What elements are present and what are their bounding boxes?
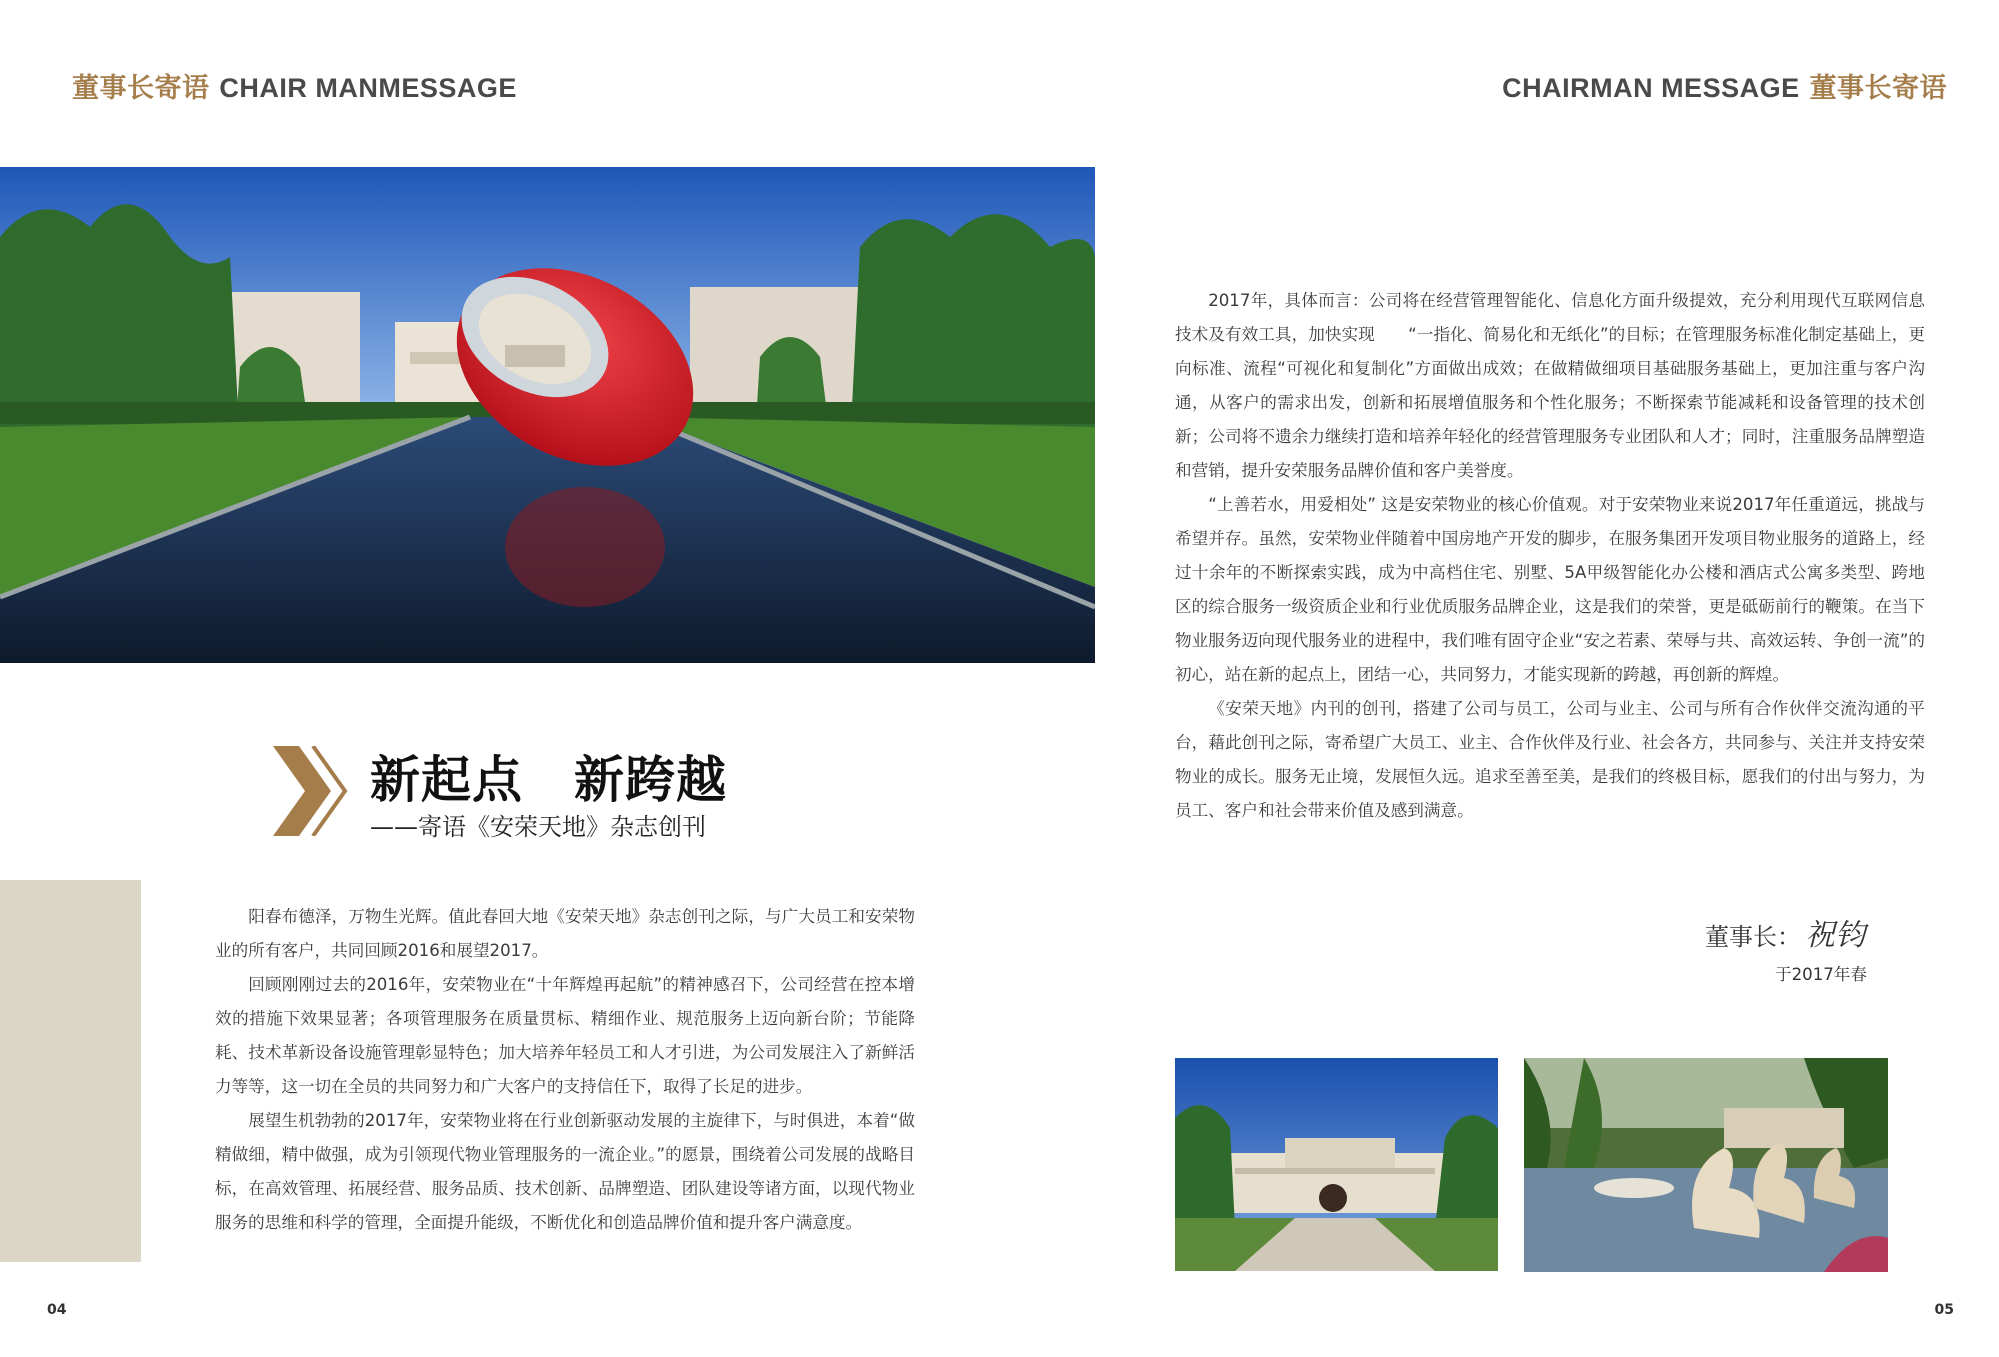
decorative-beige-block — [0, 880, 141, 1262]
page-number-left: 04 — [47, 1302, 67, 1318]
signature-date: 于2017年春 — [1774, 965, 1867, 984]
right-page-header — [1502, 66, 1947, 105]
main-sculpture-photo — [0, 167, 1095, 663]
signature-name: 祝钧 — [1805, 918, 1865, 953]
page-number-right: 05 — [1934, 1302, 1954, 1318]
header-right-en: CHAIRMAN MESSAGE — [1502, 73, 1800, 103]
header-left-cn: 董事长寄语 — [72, 73, 210, 104]
left-page-header — [72, 66, 517, 105]
paragraph: 展望生机勃勃的2017年，安荣物业将在行业创新驱动发展的主旋律下，与时俱进，本着“做精做细，精中做强，成为引领现代物业管理服务的一流企业。”的愿景，围绕着公司发展的战略目标，在高效管理、拓展经营、服务品质、技术创新、品牌塑造、团队建设等诸方面，以现代物业服务的思维和科学的管理，全面提升能级，不断优化和创造品牌价值和提升客户满意度。 — [215, 1111, 915, 1232]
header-right-cn: 董事长寄语 — [1809, 73, 1947, 104]
paragraph: “上善若水，用爱相处” 这是安荣物业的核心价值观。对于安荣物业来说2017年任重道远，挑战与希望并存。虽然，安荣物业伴随着中国房地产开发的脚步，在服务集团开发项目物业服务的道路上，经过十余年的不断探索实践，成为中高档住宅、别墅、5A甲级智能化办公楼和酒店式公寓多类型、跨地区的综合服务一级资质企业和行业优质服务品牌企业，这是我们的荣誉，更是砥砺前行的鞭策。在当下物业服务迈向现代服务业的进程中，我们唯有固守企业“安之若素、荣辱与共、高效运转、争创一流”的初心，站在新的起点上，团结一心，共同努力，才能实现新的跨越，再创新的辉煌。 — [1175, 495, 1925, 684]
article-subtitle: ——寄语《安荣天地》杂志创刊 — [370, 813, 706, 841]
paragraph: 2017年，具体而言：公司将在经营管理智能化、信息化方面升级提效，充分利用现代互联网信息技术及有效工具，加快实现 “一指化、简易化和无纸化”的目标；在管理服务标准化制定基础上，更向标准、流程“可视化和复制化”方面做出成效；在做精做细项目基础服务基础上，更加注重与客户沟通，从客户的需求出发，创新和拓展增值服务和个性化服务；不断探索节能减耗和设备管理的技术创新；公司将不遗余力继续打造和培养年轻化的经营管理服务专业团队和人才；同时，注重服务品牌塑造和营销，提升安荣服务品牌价值和客户美誉度。 — [1175, 291, 1925, 480]
paragraph: 回顾刚刚过去的2016年，安荣物业在“十年辉煌再起航”的精神感召下，公司经营在控本增效的措施下效果显著；各项管理服务在质量贯标、精细作业、规范服务上迈向新台阶；节能降耗、技术革新设备设施管理彰显特色；加大培养年轻员工和人才引进，为公司发展注入了新鲜活力等等，这一切在全员的共同努力和广大客户的支持信任下，取得了长足的进步。 — [215, 975, 915, 1096]
swan-fountain-photo — [1524, 1058, 1888, 1272]
paragraph: 阳春布德泽，万物生光辉。值此春回大地《安荣天地》杂志创刊之际，与广大员工和安荣物业的所有客户，共同回顾2016和展望2017。 — [215, 907, 915, 960]
article-title: 新起点 新跨越 — [370, 750, 727, 809]
paragraph: 《安荣天地》内刊的创刊，搭建了公司与员工，公司与业主、公司与所有合作伙伴交流沟通的平台，藉此创刊之际，寄希望广大员工、业主、合作伙伴及行业、社会各方，共同参与、关注并支持安荣物业的成长。服务无止境，发展恒久远。追求至善至美，是我们的终极目标，愿我们的付出与努力，为员工、客户和社会带来价值及感到满意。 — [1175, 699, 1925, 820]
chevron-arrow-icon — [273, 746, 349, 836]
header-left-en: CHAIR MANMESSAGE — [219, 73, 517, 103]
left-body-text — [215, 900, 915, 1240]
courtyard-photo — [1175, 1058, 1498, 1271]
signature — [1705, 910, 1865, 954]
right-body-text — [1175, 284, 1925, 828]
signature-label: 董事长： — [1705, 923, 1801, 951]
